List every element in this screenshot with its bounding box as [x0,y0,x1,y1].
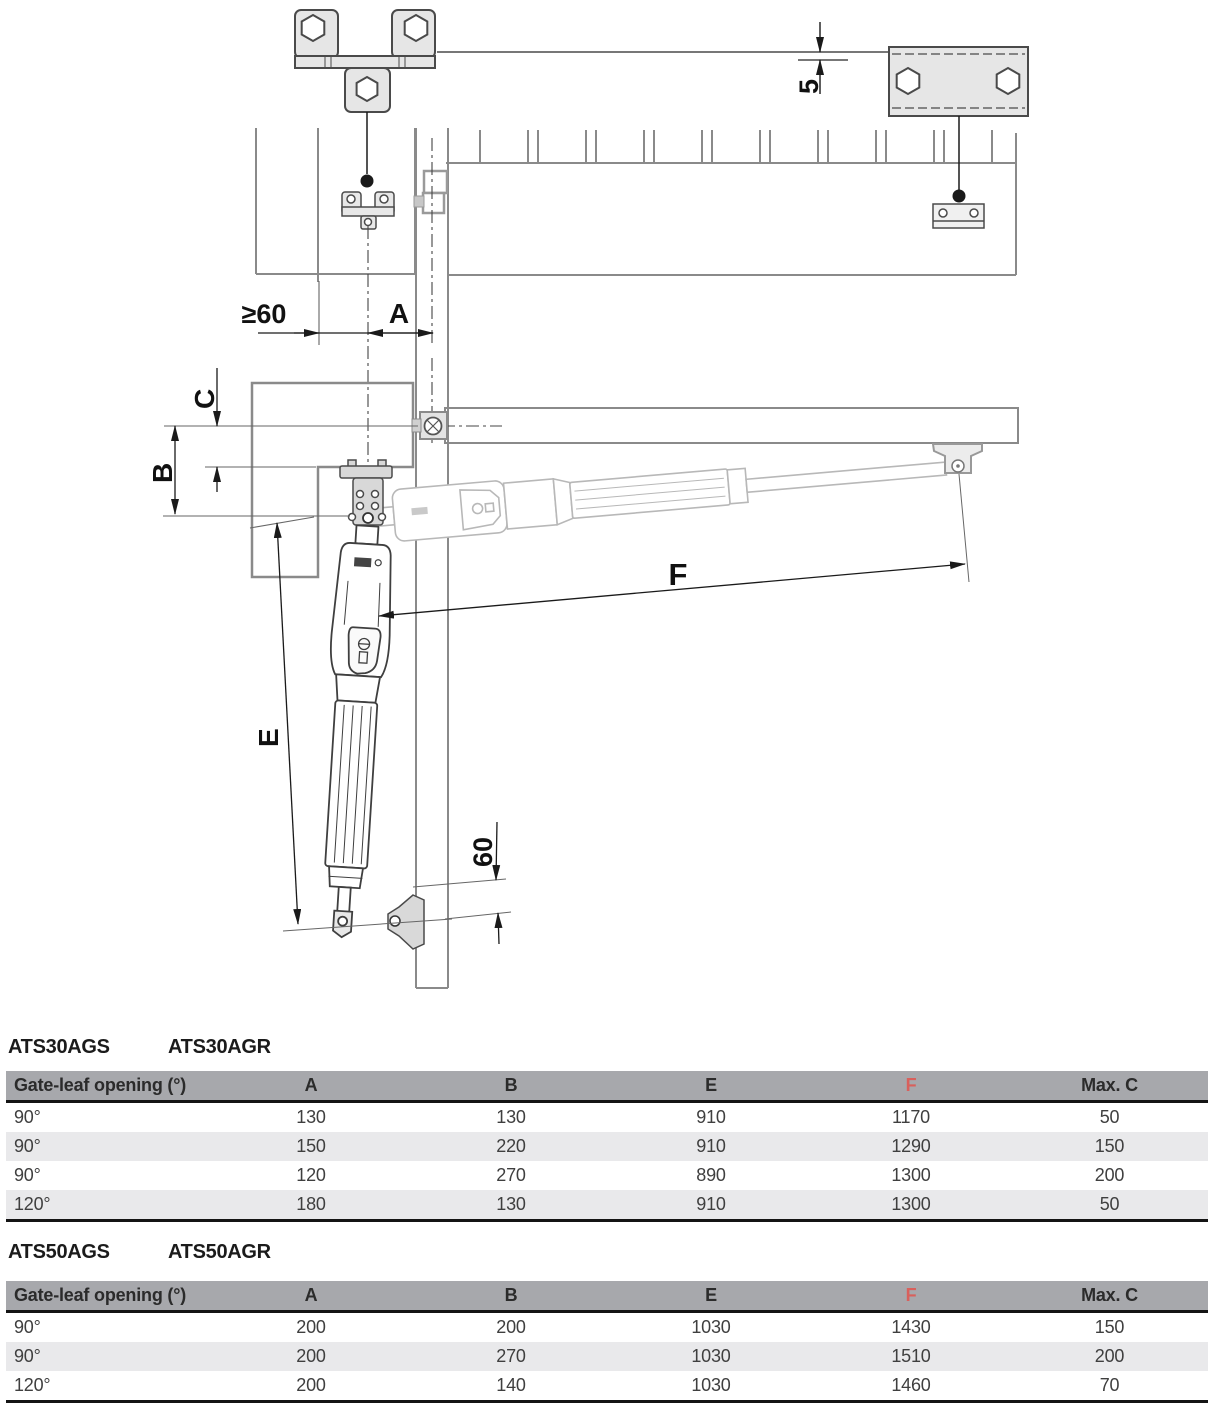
front-bracket-leader [953,116,966,203]
table-row [6,1312,1208,1343]
rear-bracket-plan [342,192,394,229]
dim-f-label: F [668,557,688,592]
model-titles [8,1036,271,1059]
actuator-open [313,524,397,939]
rear-bracket-leader [361,112,374,188]
leader-dot [953,190,966,203]
column-header-opening: Gate-leaf opening (°) [6,1071,211,1102]
table-cell: 1300 [891,1165,931,1185]
column-header-f: F [811,1071,1011,1102]
hex-bolt-icon [302,15,325,41]
table-cell: 50 [1099,1194,1120,1214]
table-cell: 90° [14,1317,41,1337]
dimension-table-ats30 [6,1071,1208,1222]
table-cell: 910 [696,1136,726,1156]
table-cell: 1430 [891,1317,931,1337]
column-header-a: A [211,1071,411,1102]
table-cell: 1030 [691,1317,731,1337]
front-bracket-plate-detail [889,47,1028,116]
dim-60 [413,822,511,944]
min-clearance-label: ≥60 [241,299,287,329]
leader-dot [361,175,374,188]
table-cell: 130 [496,1194,526,1214]
table-cell: 130 [296,1107,326,1127]
table-row [6,1132,1208,1161]
dim-5-label: 5 [794,78,824,94]
table-cell: 150 [1094,1317,1125,1337]
table-cell: 1030 [691,1346,731,1366]
table-cell: 220 [496,1136,526,1156]
table-cell: 140 [496,1375,526,1395]
dim-5 [794,22,848,94]
table-cell: 910 [696,1107,726,1127]
table-cell: 70 [1099,1375,1120,1395]
hex-bolt-icon [997,68,1020,94]
gate-top-view [446,130,1016,275]
table-cell: 120 [296,1165,326,1185]
column-header-maxc: Max. C [1011,1071,1208,1102]
table-cell: 50 [1099,1107,1120,1127]
table-cell: 1510 [891,1346,931,1366]
column-header-e: E [611,1281,811,1312]
column-header-e: E [611,1071,811,1102]
table-cell: 120° [14,1375,51,1395]
model-titles [8,1241,271,1264]
hex-bolt-icon [897,68,920,94]
table-cell: 200 [296,1375,326,1395]
gate-pickets [480,130,992,163]
hex-bolt-icon [357,77,378,101]
hex-bolt-icon [405,15,428,41]
table-cell: 1290 [891,1136,931,1156]
table-cell: 200 [1094,1346,1125,1366]
table-cell: 200 [296,1317,326,1337]
table-cell: 910 [696,1194,726,1214]
table-row [6,1102,1208,1133]
table-cell: 90° [14,1107,41,1127]
table-row [6,1342,1208,1371]
model-name: ATS30AGR [168,1036,271,1058]
table-cell: 1300 [891,1194,931,1214]
dim-a [368,298,433,333]
column-header-opening: Gate-leaf opening (°) [6,1281,211,1312]
table-cell: 200 [1094,1165,1125,1185]
dim-e-label: E [253,728,284,747]
actuator-closed-ghost [378,441,958,543]
table-cell: 120° [14,1194,51,1214]
model-name: ATS30AGS [8,1036,110,1058]
front-bracket-plan-small [933,204,984,228]
table-header-row [6,1281,1208,1312]
table-cell: 180 [296,1194,326,1214]
gate-hinge-top [414,171,447,213]
column-header-a: A [211,1281,411,1312]
table-header-row [6,1071,1208,1102]
gate-leaf-open [416,128,448,988]
dim-b [147,426,350,516]
column-header-maxc: Max. C [1011,1281,1208,1312]
table-cell: 90° [14,1346,41,1366]
table-cell: 150 [296,1136,326,1156]
table-cell: 1460 [891,1375,931,1395]
model-name: ATS50AGR [168,1241,271,1263]
table-cell: 1030 [691,1375,731,1395]
table-cell: 270 [496,1165,526,1185]
table-row [6,1371,1208,1402]
table-cell: 90° [14,1165,41,1185]
table-cell: 130 [496,1107,526,1127]
table-cell: 270 [496,1346,526,1366]
column-header-f: F [811,1281,1011,1312]
rear-bracket-detail [295,10,435,112]
column-header-b: B [411,1071,611,1102]
table-row [6,1190,1208,1221]
dimension-table-ats50 [6,1281,1208,1403]
table-cell: 1170 [892,1107,930,1127]
column-header-b: B [411,1281,611,1312]
dim-b-label: B [147,462,178,483]
table-cell: 200 [296,1346,326,1366]
gate-leaf-closed [445,408,1018,443]
table-cell: 890 [696,1165,726,1185]
dim-60-label: 60 [468,836,498,867]
model-name: ATS50AGS [8,1241,110,1263]
dim-c-label: C [189,388,220,409]
dim-a-label: A [388,298,410,329]
table-cell: 200 [496,1317,526,1337]
rear-bracket [340,460,392,525]
table-row [6,1161,1208,1190]
table-cell: 150 [1094,1136,1125,1156]
table-cell: 90° [14,1136,41,1156]
